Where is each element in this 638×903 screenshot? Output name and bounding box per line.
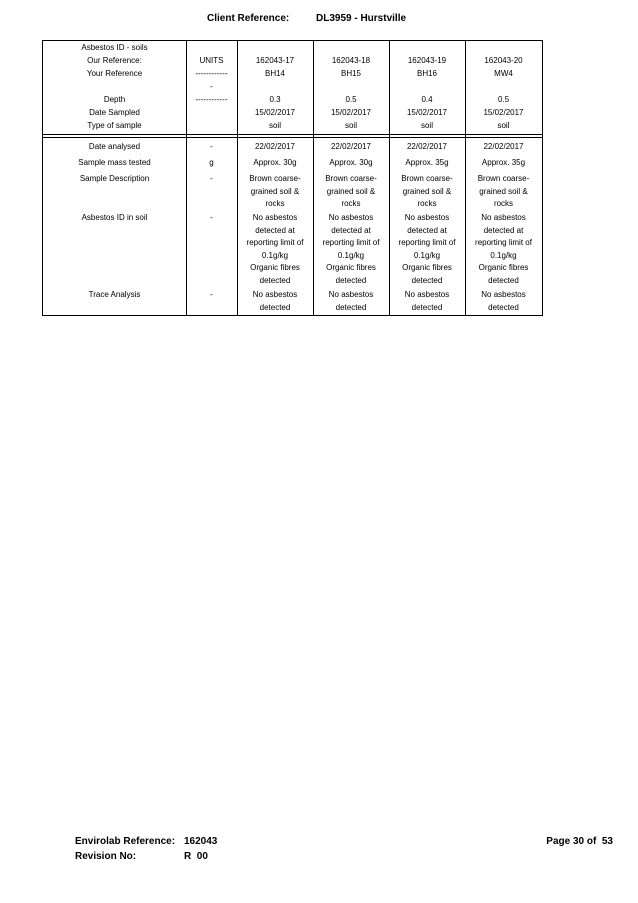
units-cell: - <box>210 290 213 299</box>
type-of-sample-cell: soil <box>420 121 433 130</box>
sample-description-cell: Brown coarse- grained soil & rocks <box>325 174 377 209</box>
client-reference-value: DL3959 - Hurstville <box>316 13 407 24</box>
date-sampled-cell: 15/02/2017 <box>483 108 524 117</box>
trace-analysis-cell: No asbestos detected <box>481 290 526 312</box>
units-header: UNITS <box>199 56 224 65</box>
our-reference-cell: 162043-17 <box>255 56 295 65</box>
row-label-date-analysed: Date analysed <box>88 142 141 151</box>
row-label-sample-mass-tested: Sample mass tested <box>78 158 151 167</box>
header-divider-bottom <box>43 137 542 138</box>
type-of-sample-cell: soil <box>497 121 510 130</box>
depth-cell: 0.4 <box>421 95 433 104</box>
units-cell: - <box>210 174 213 183</box>
sample-mass-cell: Approx. 35g <box>405 158 449 167</box>
asbestos-id-cell: No asbestos detected at reporting limit of 0.1g/kg Organic fibres detected <box>322 213 380 285</box>
sample-mass-cell: Approx. 30g <box>329 158 373 167</box>
sample-mass-cell: Approx. 35g <box>481 158 526 167</box>
date-sampled-cell: 15/02/2017 <box>254 108 296 117</box>
row-label-type-of-sample: Type of sample <box>87 121 142 130</box>
type-of-sample-cell: soil <box>344 121 357 130</box>
your-reference-cell: BH16 <box>416 69 437 78</box>
table-title: Asbestos ID - soils <box>81 43 148 52</box>
our-reference-cell: 162043-19 <box>407 56 447 65</box>
header-divider-top <box>43 134 542 135</box>
date-analysed-cell: 22/02/2017 <box>330 142 372 151</box>
sample-mass-cell: Approx. 30g <box>253 158 297 167</box>
row-label-our-reference: Our Reference: <box>87 56 142 65</box>
trace-analysis-cell: No asbestos detected <box>252 290 298 312</box>
trace-analysis-cell: No asbestos detected <box>404 290 450 312</box>
our-reference-cell: 162043-20 <box>484 56 523 65</box>
row-label-depth: Depth <box>103 95 126 104</box>
depth-cell: 0.5 <box>497 95 510 104</box>
row-label-date-sampled: Date Sampled <box>89 108 140 117</box>
trace-analysis-cell: No asbestos detected <box>328 290 374 312</box>
envirolab-reference-value: 162043 <box>184 836 218 847</box>
sample-description-cell: Brown coarse- grained soil & rocks <box>401 174 453 209</box>
your-reference-cell: BH14 <box>264 69 285 78</box>
envirolab-reference-label: Envirolab Reference: <box>75 836 176 847</box>
units-cell: - <box>210 142 213 151</box>
asbestos-id-cell: No asbestos detected at reporting limit of 0.1g/kg Organic fibres detected <box>246 213 304 285</box>
units-cell: g <box>209 158 214 167</box>
date-analysed-cell: 22/02/2017 <box>406 142 448 151</box>
revision-value: R 00 <box>184 851 208 862</box>
client-reference-label: Client Reference: <box>207 13 290 24</box>
date-sampled-cell: 15/02/2017 <box>330 108 372 117</box>
type-of-sample-cell: soil <box>268 121 281 130</box>
units-cell: - <box>210 213 213 222</box>
revision-label: Revision No: <box>75 851 137 862</box>
page-number: Page 30 of 53 <box>546 836 613 847</box>
your-reference-cell: BH15 <box>340 69 361 78</box>
depth-cell: 0.5 <box>345 95 357 104</box>
row-label-trace-analysis: Trace Analysis <box>88 290 141 299</box>
asbestos-id-cell: No asbestos detected at reporting limit of 0.1g/kg Organic fibres detected <box>475 213 532 285</box>
depth-cell: 0.3 <box>269 95 281 104</box>
sample-description-cell: Brown coarse- grained soil & rocks <box>477 174 530 209</box>
date-sampled-cell: 15/02/2017 <box>406 108 448 117</box>
date-analysed-cell: 22/02/2017 <box>254 142 296 151</box>
row-label-asbestos-id: Asbestos ID in soil <box>81 213 148 222</box>
units-cell: ------------ - <box>195 69 228 91</box>
our-reference-cell: 162043-18 <box>331 56 371 65</box>
your-reference-cell: MW4 <box>494 69 513 78</box>
units-cell: ------------ <box>195 95 228 104</box>
sample-description-cell: Brown coarse- grained soil & rocks <box>249 174 301 209</box>
row-label-sample-description: Sample Description <box>79 174 150 183</box>
date-analysed-cell: 22/02/2017 <box>483 142 524 151</box>
row-label-your-reference: Your Reference <box>86 69 143 78</box>
asbestos-results-table <box>42 40 543 316</box>
asbestos-id-cell: No asbestos detected at reporting limit of 0.1g/kg Organic fibres detected <box>398 213 456 285</box>
